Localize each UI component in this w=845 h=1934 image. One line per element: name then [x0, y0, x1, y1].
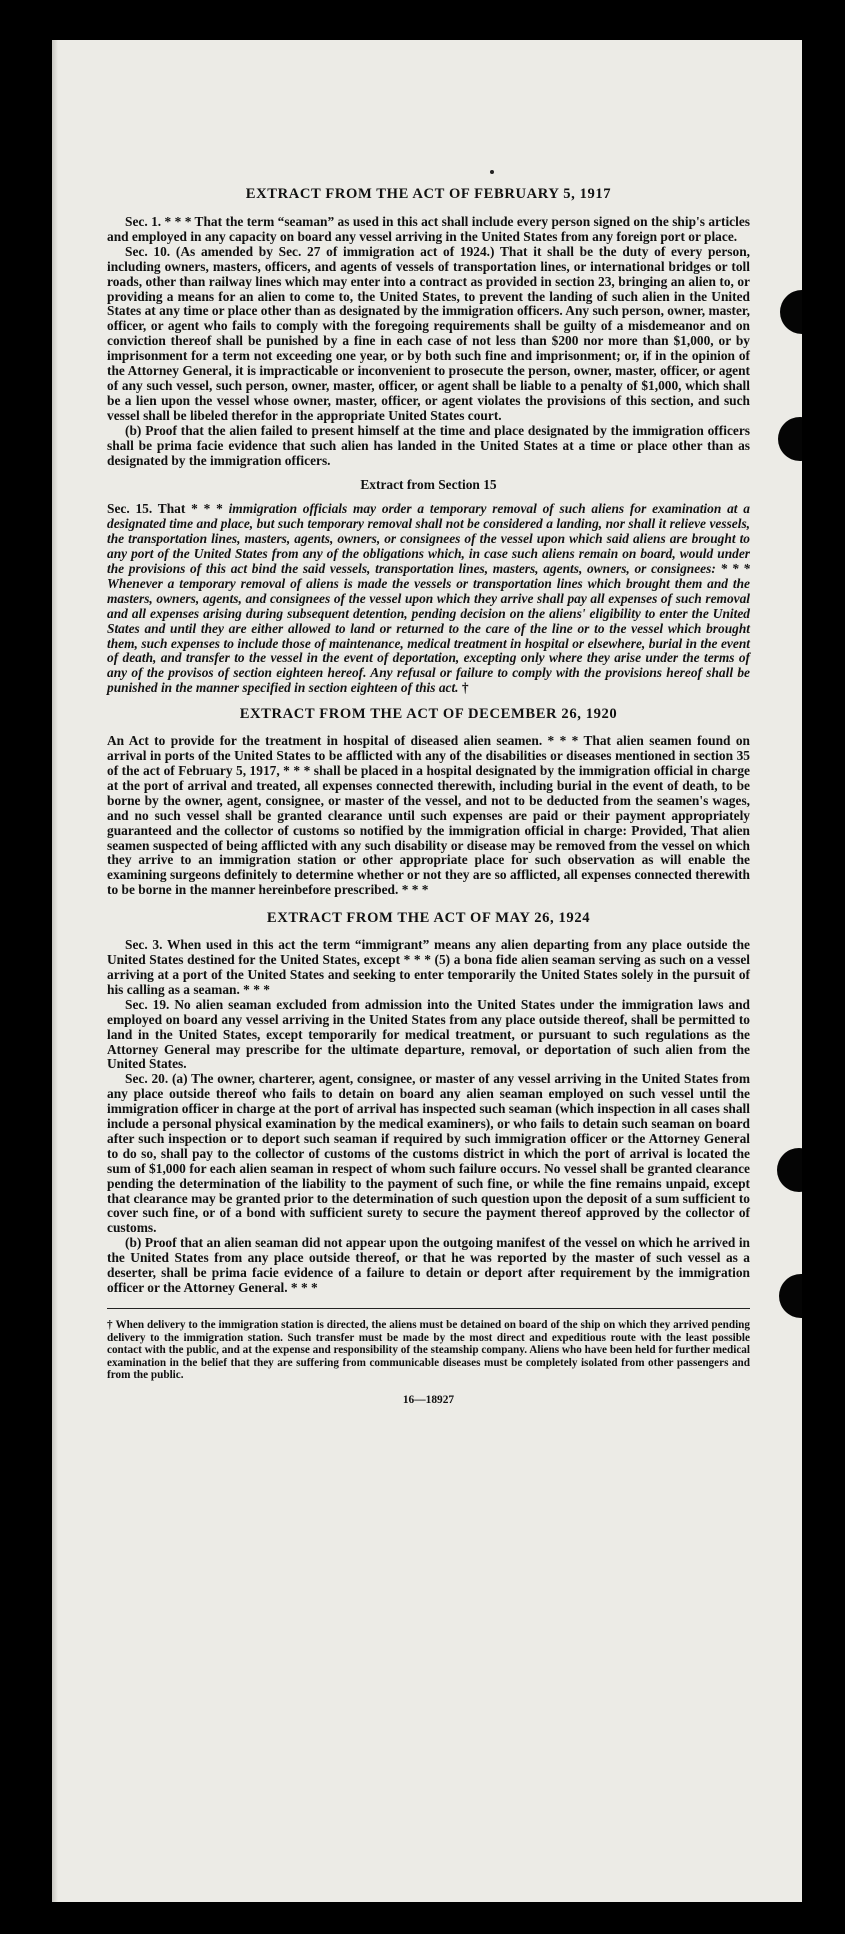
section-heading: EXTRACT FROM THE ACT OF MAY 26, 1924 [266, 910, 591, 927]
paragraph-sec-19: Sec. 19. No alien seaman excluded from admission into the United States under the immigration laws and employed on board any vessel arriving in the United States from any place outside thereof, shall be permitted to land in the United States, except temporarily for medical treatment, or pursuant to such regulations as the Attorney General may prescribe for the ultimate departure, removal, or deportation of such alien from the United States. [107, 996, 750, 1072]
section-heading: EXTRACT FROM THE ACT OF FEBRUARY 5, 1917 [245, 186, 612, 202]
punch-hole [780, 290, 802, 334]
sec-15-italic-text: immigration officials may order a temporary removal of such aliens for examination at a designated time and place, but such temporary removal shall not be considered a landing, nor shall it relieve vessels, the transportation lines, masters, agents, owners, or consignees of the vessel upon which said aliens are brought to any port of the United States from any of the obligations which, in case such aliens remain on board, would under the provisions of this act bind the said vessels, transportation lines, masters, agents, owners, or consignees: * * * Whenever a temporary removal of aliens is made the vessels or transportation lines which brought them and the masters, owners, agents, and consignees of the vessel upon which they arrive shall pay all expenses of such removal and all expenses arising during subsequent detention, pending decision on the aliens' eligibility to enter the United States and until they are either allowed to land or returned to the care of the line or to the vessel which brought them, such expenses to include those of maintenance, medical treatment in hospital or elsewhere, burial in the event of death, and transfer to the vessel in the event of deportation, excepting only where they arise under the terms of any of the provisos of section eighteen hereof. Any refusal or failure to comply with the provisions hereof shall be punished in the manner specified in section eighteen of this act. [107, 501, 750, 696]
paragraph-sec-10: Sec. 10. (As amended by Sec. 27 of immigration act of 1924.) That it shall be the duty of every person, including owners, masters, officers, and agents of vessels of transportation lines, or international bridges or toll roads, other than railway lines which may enter into a contract as provided in section 23, bringing an alien to, or providing a means for an alien to come to, the United States, to prevent the landing of such alien in the United States at any time or place other than as designated by the immigration officers. Any such person, owner, master, officer, or agent who fails to comply with the foregoing requirements shall be guilty of a misdemeanor and on conviction thereof shall be punished by a fine in each case of not less than $200 nor more than $1,000, or by imprisonment for a term not exceeding one year, or by both such fine and imprisonment; or, if in the opinion of the Attorney General, it is impracticable or inconvenient to prosecute the person, owner, master, officer, or agent of any such vessel, such person, owner, master, officer, or agent shall be liable to a penalty of $1,000, which shall be a lien upon the vessel whose owner, master, officer, or agent violates the provisions of this section, and such vessel shall be libeled therefor in the appropriate United States court. [107, 243, 750, 423]
section-heading: Extract from Section 15 [360, 477, 497, 493]
section-extract-15 [107, 477, 750, 696]
punch-hole [778, 417, 802, 461]
section-act-1917 [107, 186, 750, 468]
section-act-1920 [107, 706, 750, 898]
paragraph-sec-1: Sec. 1. * * * That the term “seaman” as used in this act shall include every person signed on the ship's articles and employed in any capacity on board any vessel arriving in the United States from any foreign port or place. [107, 214, 750, 244]
speck-mark [490, 170, 494, 174]
paragraph-sec-3: Sec. 3. When used in this act the term “immigrant” means any alien departing from any place outside the United States destined for the United States, except * * * (5) a bona fide alien seaman serving as such on a vessel arriving at a port of the United States and seeking to enter temporarily the United States solely in the pursuit of his calling as a seaman. * * * [107, 937, 750, 997]
paragraph-sec-15 [107, 502, 750, 696]
punch-hole [779, 1274, 802, 1318]
paragraph-sec-20-b: (b) Proof that an alien seaman did not appear upon the outgoing manifest of the vessel on which he arrived in the United States from any place outside thereof, or that he was reported by the master of such vessel as a deserter, shall be prima facie evidence of a failure to detain or deport after requirement by the immigration officer or the Attorney General. * * * [107, 1235, 750, 1295]
paragraph-sec-20-a: Sec. 20. (a) The owner, charterer, agent, consignee, or master of any vessel arriving in the United States from any place outside thereof who fails to detain on board any alien seaman employed on such vessel until the immigration officer in charge at the port of arrival has inspected such seaman (which inspection in all cases shall include a personal physical examination by the medical examiners), or who fails to detain such seaman on board after such inspection or to deport such seaman if required by such immigration officer or the Attorney General to do so, shall pay to the collector of customs of the customs district in which the port of arrival is located the sum of $1,000 for each alien seaman in respect of whom such failure occurs. No vessel shall be granted clearance pending the determination of the liability to the payment of such fine, or while the fine remains unpaid, except that clearance may be granted prior to the determination of such question upon the deposit of a sum sufficient to cover such fine, or of a bond with sufficient surety to secure the payment thereof approved by the collector of customs. [107, 1071, 750, 1236]
print-code: 16—18927 [402, 1393, 455, 1406]
footnote: † When delivery to the immigration station is directed, the aliens must be detained on board of the ship on which they arrived pending delivery to the immigration station. Such transfer must be made by the most direct and expeditious route with the least possible contact with the public, and at the expense and responsibility of the steamship company. Aliens who have been held for further medical examination in the belief that they are suffering from communicable diseases must be completely isolated from other passengers and from the public. [107, 1318, 750, 1382]
punch-hole [777, 1148, 802, 1192]
document-page [52, 40, 802, 1902]
section-act-1924 [107, 910, 750, 1296]
paragraph-sec-10-b: (b) Proof that the alien failed to present himself at the time and place designated by the immigration officers shall be prima facie evidence that such alien has landed in the United States at a time or place other than as designated by the immigration officers. [107, 422, 750, 468]
page-edge-shadow [52, 40, 58, 1902]
dagger-mark: † [461, 680, 469, 696]
sec-15-lead: Sec. 15. That * * * [107, 501, 223, 517]
paragraph-act-1920: An Act to provide for the treatment in hospital of diseased alien seamen. * * * That alien seamen found on arrival in ports of the United States to be afflicted with any of the disabilities or diseases mentioned in section 35 of the act of February 5, 1917, * * * shall be placed in a hospital designated by the immigration official in charge at the port of arrival and treated, all expenses connected therewith, including burial in the event of death, to be borne by the owner, agent, consignee, or master of the vessel, and not to be deducted from the seamen's wages, and no such vessel shall be granted clearance until such expenses are paid or their payment appropriately guaranteed and the collector of customs so notified by the immigration official in charge: Provided, That alien seamen suspected of being afflicted with any such disability or disease may be removed from the vessel on which they arrive to an immigration station or other appropriate place for such observation as will enable the examining surgeons definitely to determine whether or not they are so afflicted, all expenses connected therewith to be borne in the manner hereinbefore prescribed. * * * [107, 733, 750, 898]
section-heading: EXTRACT FROM THE ACT OF DECEMBER 26, 1920 [239, 706, 618, 723]
